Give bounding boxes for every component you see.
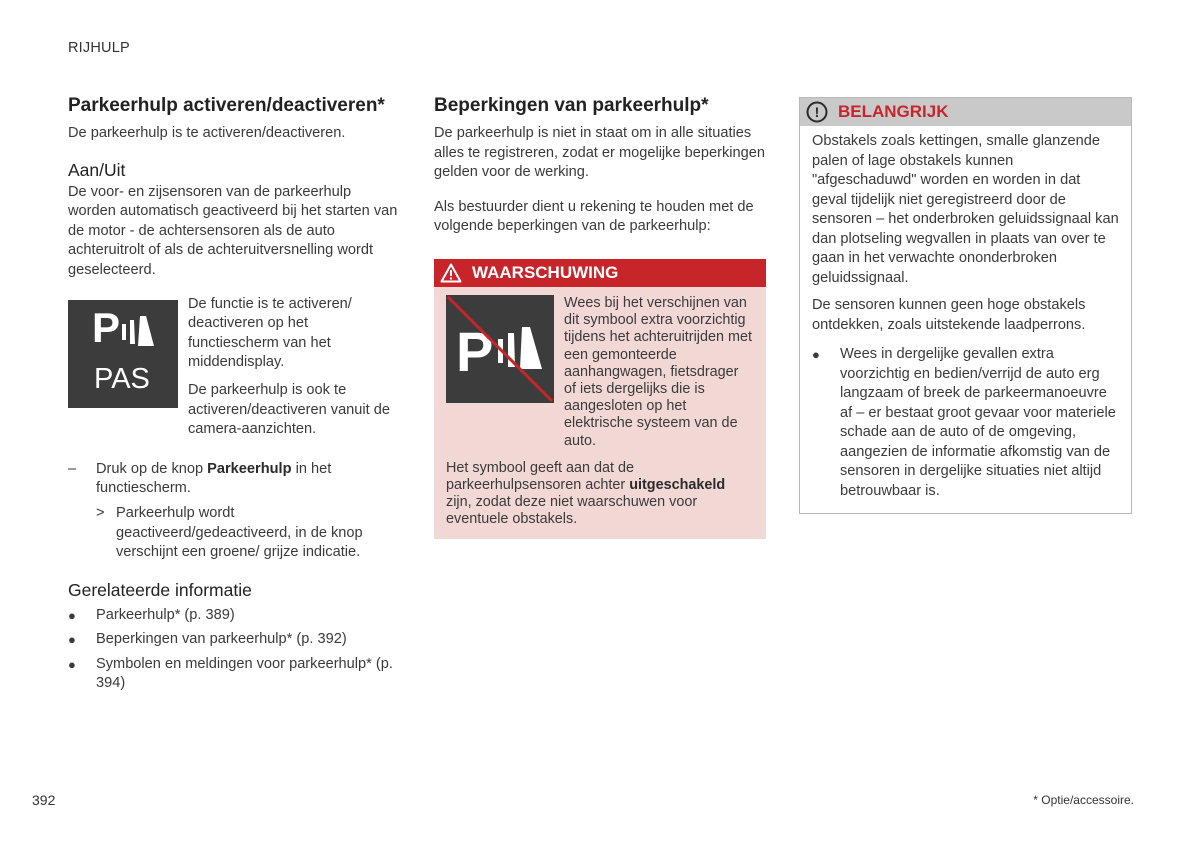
- column-activate: [68, 94, 398, 694]
- svg-text:P: P: [456, 319, 494, 383]
- related-item[interactable]: [68, 630, 398, 650]
- related-link[interactable]: Symbolen en meldingen voor parkeerhulp* (p. 394): [96, 655, 393, 692]
- parkeerhulp-button-ref: Parkeerhulp: [207, 460, 292, 477]
- related-link[interactable]: Beperkingen van parkeerhulp* (p. 392): [96, 631, 347, 648]
- pas-side-text: [188, 295, 398, 448]
- exclamation-circle-icon: [806, 101, 828, 123]
- parking-sensor-disabled-icon: [446, 295, 554, 403]
- side-text-1: De functie is te activeren/ deactiveren op het functiescherm van het middendisplay.: [188, 295, 352, 371]
- warning-label: WAARSCHUWING: [472, 262, 619, 282]
- warning-text-2: Het symbool geeft aan dat de parkeerhulpsensoren achter uitgeschakeld zijn, zodat deze niet waarschuwen voor eventuele obstakels.: [446, 459, 726, 528]
- related-item[interactable]: [68, 606, 398, 626]
- bullet-icon: ●: [812, 347, 820, 362]
- important-text-2: De sensoren kunnen geen hoge obstakels ontdekken, zoals uitstekende laadperrons.: [812, 297, 1086, 333]
- side-text-2: De parkeerhulp is ook te activeren/deactiveren vanuit de camera-aanzichten.: [188, 381, 391, 438]
- warning-box: [434, 259, 766, 539]
- important-body: [800, 126, 1131, 513]
- bullet-icon: ●: [68, 656, 76, 672]
- section-title: Parkeerhulp activeren/deactiveren*: [68, 95, 385, 116]
- important-bullet-text: Wees in dergelijke gevallen extra voorzichtig en bedien/verrijd de auto erg langzaam of breek de parkeermanoeuvre af – er bestaat groot gevaar voor materiele schade aan de auto of de omgeving, aangezien de informatie afkomstig van de sensoren in dergelijke situaties niet altijd betrouwbaar is.: [840, 346, 1116, 499]
- page-number: 392: [32, 792, 56, 808]
- disabled-keyword: uitgeschakeld: [629, 477, 726, 493]
- important-text-1: Obstakels zoals kettingen, smalle glanzende palen of lage obstakels kunnen "afgeschaduwd" worden en worden in dat geval tijdelijk niet geregistreerd door de sensoren – het onderbroken geluidssignaal kan dan plotseling wegvallen in plaats van over te gaan in het verwachte ononderbroken geluidssignaal.: [812, 133, 1119, 286]
- step-dash: –: [68, 460, 77, 477]
- step-text: Druk op de knop Parkeerhulp in het functiescherm.: [96, 460, 332, 497]
- subtitle-on-off: Aan/Uit: [68, 159, 126, 180]
- bullet-icon: ●: [68, 607, 76, 623]
- parking-sensor-icon: [68, 300, 178, 408]
- important-box: [799, 97, 1132, 514]
- column-important: [799, 97, 1132, 514]
- warning-text-1: Wees bij het verschijnen van dit symbool extra voorzichtig tijdens het achteruitrijden met een gemonteerde aanhangwagen, fietsdrager of iets dergelijks die is aangesloten op het elektrische systeem van de auto.: [564, 294, 752, 449]
- footnote: * Optie/accessoire.: [1033, 793, 1134, 807]
- related-info: [68, 579, 398, 694]
- step-item: [68, 460, 398, 499]
- body-text: De voor- en zijsensoren van de parkeerhulp worden automatisch geactiveerd bij het starten van de motor - de achtersensoren als de auto achteruitrolt of als de achteruitversnelling wordt geselecteerd.: [68, 183, 398, 278]
- warning-body: [434, 287, 766, 529]
- pas-label: PAS: [94, 362, 150, 395]
- pas-button-image: [68, 300, 178, 408]
- warning-triangle-icon: [440, 263, 462, 283]
- bullet-icon: ●: [68, 632, 76, 648]
- column-limitations: [434, 94, 768, 539]
- intro-text: De parkeerhulp is te activeren/deactiveren.: [68, 125, 346, 141]
- result-arrow: >: [96, 504, 105, 521]
- important-bullet: [812, 345, 1119, 501]
- related-link[interactable]: Parkeerhulp* (p. 389): [96, 606, 235, 623]
- warning-header: [434, 259, 766, 287]
- pas-button-row: [68, 295, 398, 448]
- important-label: BELANGRIJK: [838, 102, 949, 121]
- related-title: Gerelateerde informatie: [68, 579, 252, 600]
- svg-text:P: P: [92, 303, 121, 351]
- section-label: RIJHULP: [68, 40, 130, 56]
- svg-text:!: !: [814, 104, 820, 120]
- important-header: [800, 98, 1131, 126]
- step-result: [96, 504, 398, 563]
- related-item[interactable]: [68, 655, 398, 694]
- result-text: Parkeerhulp wordt geactiveerd/gedeactiveerd, in de knop verschijnt een groene/ grijze indicatie.: [116, 504, 363, 561]
- intro-text: De parkeerhulp is niet in staat om in alle situaties alles te registreren, zodat er mogelijke beperkingen gelden voor de werking.: [434, 125, 765, 181]
- body-text: Als bestuurder dient u rekening te houden met de volgende beperkingen van de parkeerhulp:: [434, 198, 754, 235]
- section-title: Beperkingen van parkeerhulp*: [434, 95, 709, 116]
